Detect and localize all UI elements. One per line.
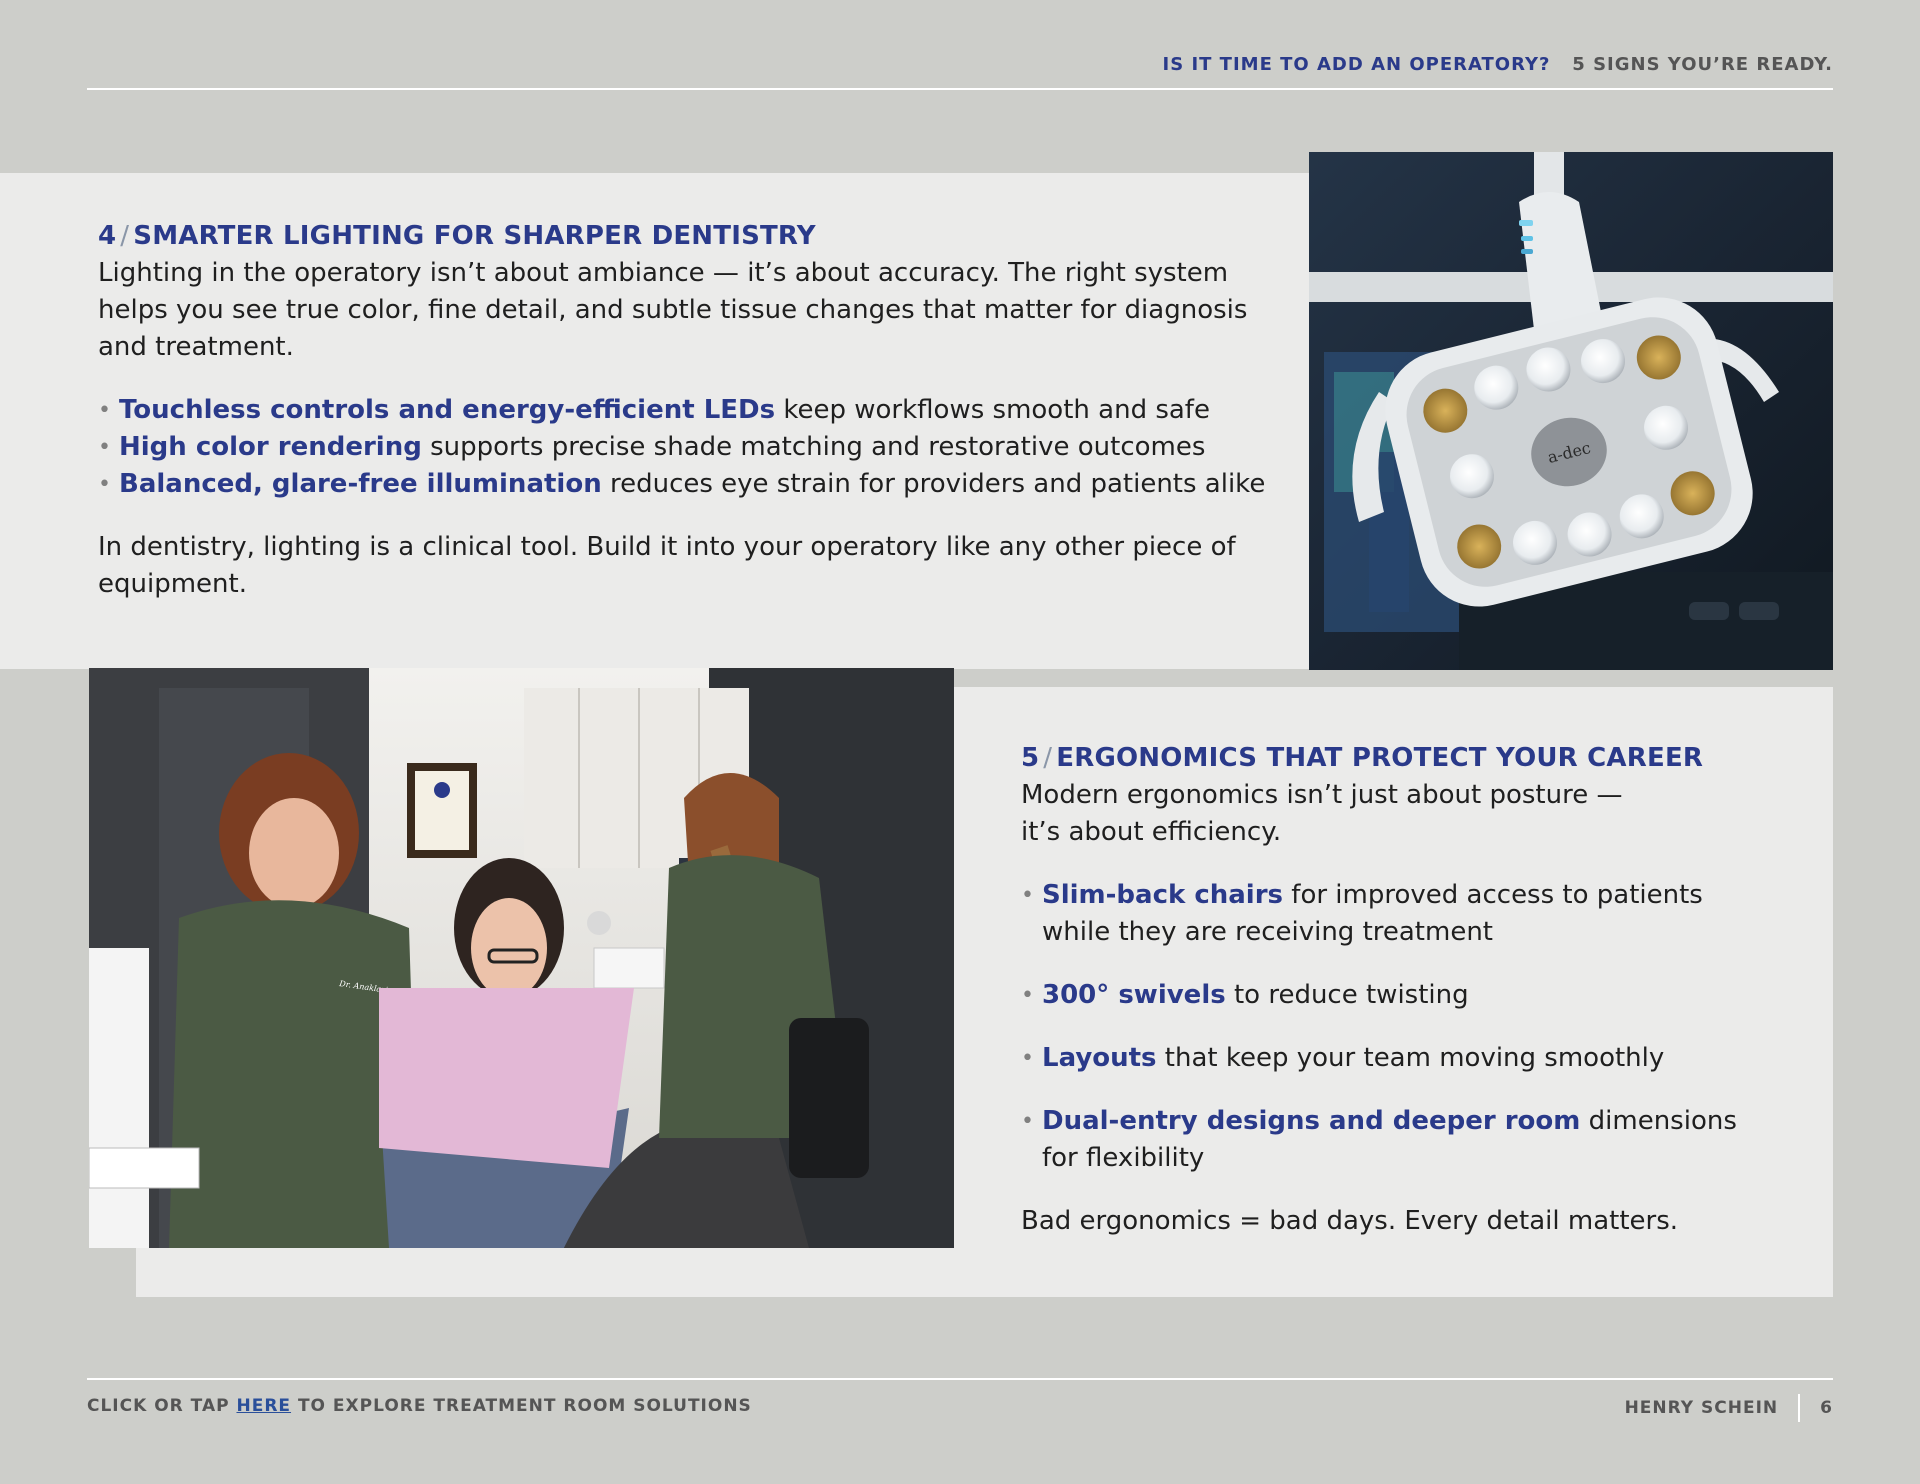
- list-item: [1021, 1040, 1801, 1077]
- section-4-intro: Lighting in the operatory isn’t about ambiance — it’s about accuracy. The right system helps you see true color, fine detail, and subtle tissue changes that matter for diagnosis and treatment.: [98, 258, 1248, 362]
- footer-divider: [1798, 1394, 1800, 1422]
- bullet-text: that keep your team moving smoothly: [1156, 1043, 1665, 1073]
- scrub-name-text: Dr. Anaklaria: [338, 979, 393, 996]
- header-title: IS IT TIME TO ADD AN OPERATORY?: [1162, 54, 1551, 75]
- page-header: [87, 40, 1833, 90]
- section-4-title: SMARTER LIGHTING FOR SHARPER DENTISTRY: [133, 221, 816, 251]
- section-5-slash: /: [1043, 743, 1053, 773]
- section-4: [98, 218, 1278, 603]
- bullet-bold: High color rendering: [119, 432, 422, 462]
- section-4-number: 4: [98, 221, 117, 251]
- section-5-intro: [1021, 777, 1801, 851]
- dental-light-photo: [1309, 152, 1833, 670]
- list-item: [98, 466, 1278, 503]
- bullet-bold: Slim-back chairs: [1042, 880, 1284, 910]
- bullet-text: to reduce twisting: [1225, 980, 1469, 1010]
- list-item: [98, 429, 1278, 466]
- page-number: 6: [1820, 1398, 1833, 1418]
- page-footer: [87, 1378, 1833, 1428]
- section-5-intro-line2: it’s about efficiency.: [1021, 817, 1282, 847]
- list-item: [1021, 877, 1721, 951]
- section-5-title: ERGONOMICS THAT PROTECT YOUR CAREER: [1056, 743, 1704, 773]
- list-item: [98, 392, 1278, 429]
- section-5-bullets: [1021, 877, 1801, 1177]
- bullet-text: dimensions for flexibility: [1042, 1106, 1737, 1173]
- dental-light-illustration: [1309, 152, 1833, 670]
- bullet-text: reduces eye strain for providers and patients alike: [601, 469, 1266, 499]
- bullet-text: for improved access to patients while they are receiving treatment: [1042, 880, 1703, 947]
- footer-cta-suffix: TO EXPLORE TREATMENT ROOM SOLUTIONS: [291, 1396, 752, 1416]
- list-item: [1021, 1103, 1761, 1177]
- bullet-text: keep workflows smooth and safe: [775, 395, 1210, 425]
- bullet-bold: Dual-entry designs and deeper room: [1042, 1106, 1581, 1136]
- bullet-bold: Balanced, glare-free illumination: [119, 469, 602, 499]
- footer-cta-prefix: CLICK OR TAP: [87, 1396, 237, 1416]
- section-5: [1021, 740, 1801, 1240]
- bullet-bold: Layouts: [1042, 1043, 1157, 1073]
- section-4-bullets: [98, 392, 1278, 503]
- footer-cta-link[interactable]: HERE: [236, 1396, 292, 1416]
- header-subtitle: 5 SIGNS YOU’RE READY.: [1572, 54, 1833, 75]
- light-logo-text: a-dec: [1545, 437, 1593, 467]
- section-4-heading: [98, 218, 1278, 255]
- footer-right: [1625, 1394, 1833, 1422]
- section-4-slash: /: [120, 221, 130, 251]
- dental-team-photo: [89, 668, 954, 1248]
- section-4-closing: In dentistry, lighting is a clinical tool. Build it into your operatory like any other piece of equipment.: [98, 532, 1236, 599]
- footer-brand: HENRY SCHEIN: [1624, 1398, 1779, 1418]
- footer-cta: [87, 1396, 752, 1416]
- dental-team-illustration: [89, 668, 954, 1248]
- section-5-intro-line1: Modern ergonomics isn’t just about posture —: [1021, 780, 1623, 810]
- section-5-closing: Bad ergonomics = bad days. Every detail matters.: [1021, 1206, 1679, 1236]
- bullet-bold: Touchless controls and energy-efficient LEDs: [119, 395, 776, 425]
- section-5-number: 5: [1021, 743, 1040, 773]
- section-5-heading: [1021, 740, 1801, 777]
- bullet-text: supports precise shade matching and restorative outcomes: [421, 432, 1206, 462]
- bullet-bold: 300° swivels: [1042, 980, 1226, 1010]
- list-item: [1021, 977, 1801, 1014]
